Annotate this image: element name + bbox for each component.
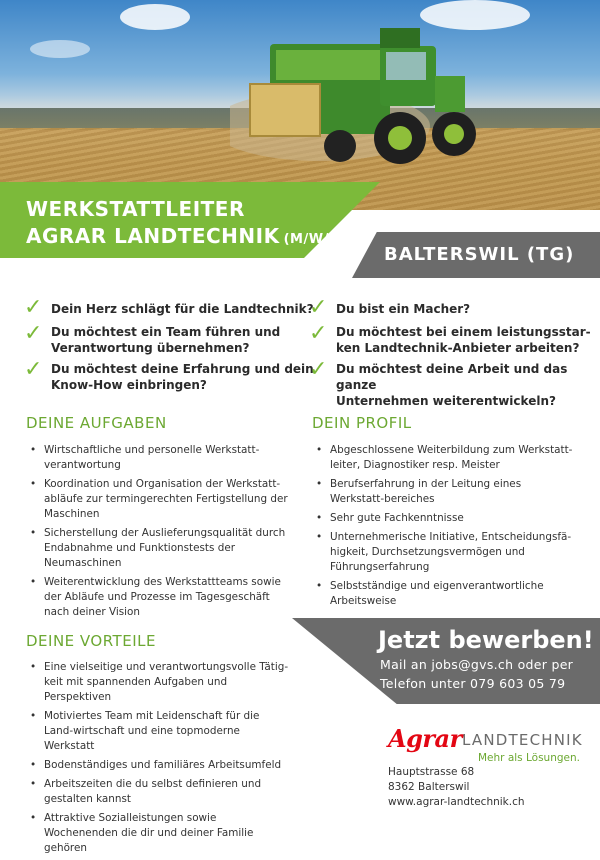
list-item: • Koordination und Organisation der Werkstatt-abläufe zur termingerechten Fertigstellung der Maschinen (26, 477, 292, 522)
aufgaben-title: DEINE AUFGABEN (26, 414, 167, 432)
location-label: BALTERSWIL (TG) (384, 244, 575, 265)
list-item: • Abgeschlossene Weiterbildung zum Werkstatt-leiter, Diagnostiker resp. Meister (312, 443, 578, 473)
vorteile-title: DEINE VORTEILE (26, 632, 156, 650)
check-icon: ✓ (309, 357, 328, 382)
job-title-line2 (26, 224, 347, 248)
question-left-3: Du möchtest deine Erfahrung und dein Know-How einbringen? (51, 362, 314, 392)
apply-title: Jetzt bewerben! (378, 626, 594, 654)
address-city: 8362 Balterswil (388, 781, 470, 793)
job-title-text: AGRAR LANDTECHNIK (26, 224, 280, 248)
company-website-link[interactable]: www.agrar-landtechnik.ch (388, 796, 525, 808)
hero-image (0, 0, 600, 210)
question-left-2: Du möchtest ein Team führen und Verantwortung übernehmen? (51, 325, 281, 355)
list-item: • Weiterentwicklung des Werkstattteams sowie der Abläufe und Prozesse im Tagesgeschäft nach deiner Vision (26, 575, 292, 620)
company-logo: Agrar (388, 724, 462, 753)
check-icon: ✓ (309, 321, 328, 346)
check-icon: ✓ (24, 321, 43, 346)
company-logo-suffix: LANDTECHNIK (462, 731, 583, 749)
list-item: • Sicherstellung der Auslieferungsqualität durch Endabnahme und Funktionstests der Neumaschinen (26, 526, 292, 571)
vorteile-list (26, 660, 290, 860)
check-icon: ✓ (24, 357, 43, 382)
apply-email-line[interactable]: Mail an jobs@gvs.ch oder per (380, 657, 574, 672)
list-item: • Arbeitszeiten die du selbst definieren und gestalten kannst (26, 777, 290, 807)
list-item: • Attraktive Sozialleistungen sowie Wochenenden die dir und deiner Familie gehören (26, 811, 290, 856)
apply-phone-line[interactable]: Telefon unter 079 603 05 79 (380, 676, 566, 691)
list-item: • Sehr gute Fachkenntnisse (312, 511, 578, 526)
gender-suffix: (M/W/D) (283, 232, 347, 247)
list-item: • Selbstständige und eigenverantwortliche Arbeitsweise (312, 579, 578, 609)
list-item: • Wirtschaftliche und personelle Werkstatt-verantwortung (26, 443, 292, 473)
list-item: • Motiviertes Team mit Leidenschaft für die Land-wirtschaft und eine topmoderne Werkstatt (26, 709, 290, 754)
aufgaben-list (26, 443, 292, 624)
tractor-baler-illustration (230, 6, 480, 176)
profil-title: DEIN PROFIL (312, 414, 412, 432)
question-left-1: Dein Herz schlägt für die Landtechnik? (51, 302, 314, 316)
question-right-3: Du möchtest deine Arbeit und das ganze Unternehmen weiterentwickeln? (336, 362, 568, 408)
company-slogan: Mehr als Lösungen. (478, 752, 580, 764)
list-item: • Unternehmerische Initiative, Entscheidungsfä-higkeit, Durchsetzungsvermögen und Führungserfahrung (312, 530, 578, 575)
job-title-line1: WERKSTATTLEITER (26, 197, 245, 221)
check-icon: ✓ (24, 295, 43, 320)
question-right-2: Du möchtest bei einem leistungsstar- ken Landtechnik-Anbieter arbeiten? (336, 325, 591, 355)
list-item: • Bodenständiges und familiäres Arbeitsumfeld (26, 758, 290, 773)
question-right-1: Du bist ein Macher? (336, 302, 471, 316)
list-item: • Berufserfahrung in der Leitung eines Werkstatt-bereiches (312, 477, 578, 507)
list-item: • Eine vielseitige und verantwortungsvolle Tätig-keit mit spannenden Aufgaben und Perspektiven (26, 660, 290, 705)
address-street: Hauptstrasse 68 (388, 766, 475, 778)
check-icon: ✓ (309, 295, 328, 320)
profil-list (312, 443, 578, 613)
